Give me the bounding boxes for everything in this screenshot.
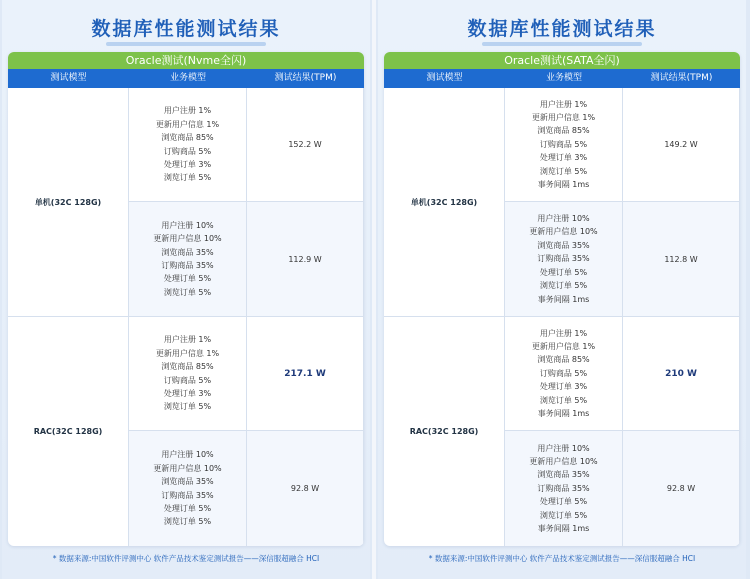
- business-cell: [129, 317, 247, 431]
- header-test-model: 测试模型: [8, 69, 129, 88]
- business-line: 用户注册 10%: [537, 214, 590, 224]
- panel-divider: [372, 0, 376, 579]
- business-line: 处理订单 3%: [163, 388, 212, 398]
- result-cell: 112.8 W: [623, 202, 740, 317]
- header-business-model: 业务模型: [505, 69, 623, 88]
- business-line: 处理订单 5%: [539, 497, 588, 507]
- business-line: 事务间隔 1ms: [537, 524, 590, 534]
- business-line: 处理订单 3%: [539, 153, 588, 163]
- business-line: 更新用户信息 10%: [153, 463, 222, 473]
- business-line: 订购商品 5%: [163, 375, 212, 385]
- business-line: 订购商品 5%: [163, 146, 212, 156]
- result-cell: 112.9 W: [247, 202, 364, 317]
- business-line: 浏览商品 85%: [537, 355, 590, 365]
- business-line: 事务间隔 1ms: [537, 180, 590, 190]
- model-cell: RAC(32C 128G): [8, 317, 129, 546]
- page-title: 数据库性能测试结果: [91, 18, 281, 40]
- result-cell: 92.8 W: [623, 431, 740, 546]
- header-test-model: 测试模型: [384, 69, 505, 88]
- result-cell-highlight: 210 W: [623, 317, 740, 431]
- business-line: 浏览商品 85%: [161, 362, 214, 372]
- business-line: 用户注册 1%: [163, 335, 212, 345]
- business-line: 更新用户信息 10%: [529, 227, 598, 237]
- business-line: 浏览订单 5%: [539, 281, 588, 291]
- business-line: 浏览商品 35%: [161, 247, 214, 257]
- business-line: 用户注册 10%: [161, 450, 214, 460]
- business-line: 订购商品 35%: [161, 490, 214, 500]
- business-line: 浏览商品 85%: [161, 133, 214, 143]
- result-cell: 152.2 W: [247, 88, 364, 202]
- business-cell: [129, 431, 247, 546]
- business-line: 处理订单 5%: [539, 267, 588, 277]
- model-cell: 单机(32C 128G): [8, 88, 129, 317]
- footer-source: * 数据来源:中国软件评测中心 软件产品技术鉴定测试报告——深信服超融合 HCI: [52, 554, 320, 563]
- business-line: 用户注册 10%: [161, 220, 214, 230]
- business-line: 浏览订单 5%: [539, 510, 588, 520]
- business-cell: [505, 317, 623, 431]
- results-table: [384, 52, 740, 546]
- business-cell: [129, 202, 247, 317]
- business-line: 浏览订单 5%: [539, 166, 588, 176]
- business-cell: [505, 431, 623, 546]
- result-cell: 149.2 W: [623, 88, 740, 202]
- business-line: 处理订单 3%: [163, 159, 212, 169]
- model-cell: RAC(32C 128G): [384, 317, 505, 546]
- business-line: 更新用户信息 1%: [155, 119, 220, 129]
- business-line: 更新用户信息 10%: [153, 234, 222, 244]
- left-panel: [2, 0, 370, 579]
- business-line: 订购商品 5%: [539, 368, 588, 378]
- business-line: 事务间隔 1ms: [537, 294, 590, 304]
- model-cell: 单机(32C 128G): [384, 88, 505, 317]
- business-line: 订购商品 35%: [537, 483, 590, 493]
- business-line: 浏览订单 5%: [163, 402, 212, 412]
- table-banner: Oracle测试(SATA全闪): [384, 52, 740, 69]
- business-line: 更新用户信息 1%: [155, 348, 220, 358]
- business-line: 订购商品 35%: [537, 254, 590, 264]
- header-result: 测试结果(TPM): [623, 69, 740, 88]
- business-line: 订购商品 35%: [161, 261, 214, 270]
- business-cell: [505, 202, 623, 317]
- business-line: 浏览商品 35%: [537, 240, 590, 250]
- result-cell-highlight: 217.1 W: [247, 317, 364, 431]
- business-cell: [505, 88, 623, 202]
- right-panel: [378, 0, 746, 579]
- business-line: 更新用户信息 1%: [531, 112, 596, 122]
- business-line: 更新用户信息 1%: [531, 341, 596, 351]
- business-line: 事务间隔 1ms: [537, 409, 590, 419]
- business-line: 浏览订单 5%: [163, 287, 212, 297]
- business-line: 处理订单 5%: [163, 503, 212, 513]
- business-line: 浏览订单 5%: [163, 517, 212, 527]
- business-line: 浏览商品 35%: [161, 477, 214, 487]
- result-cell: 92.8 W: [247, 431, 364, 546]
- business-line: 用户注册 1%: [163, 106, 212, 116]
- title-decoration: [106, 42, 266, 46]
- business-line: 浏览订单 5%: [163, 173, 212, 183]
- business-line: 订购商品 5%: [539, 139, 588, 149]
- business-line: 浏览商品 35%: [537, 470, 590, 480]
- business-cell: [129, 88, 247, 202]
- business-line: 处理订单 3%: [539, 382, 588, 392]
- business-line: 用户注册 10%: [537, 443, 590, 453]
- business-line: 用户注册 1%: [539, 99, 588, 109]
- business-line: 更新用户信息 10%: [529, 456, 598, 466]
- business-line: 浏览订单 5%: [539, 395, 588, 405]
- header-business-model: 业务模型: [129, 69, 247, 88]
- title-decoration: [482, 42, 642, 46]
- results-table: [8, 52, 364, 546]
- page-title: 数据库性能测试结果: [467, 18, 657, 40]
- header-result: 测试结果(TPM): [247, 69, 364, 88]
- footer-source: * 数据来源:中国软件评测中心 软件产品技术鉴定测试报告——深信服超融合 HCI: [428, 554, 696, 563]
- business-line: 浏览商品 85%: [537, 126, 590, 136]
- table-banner: Oracle测试(Nvme全闪): [8, 52, 364, 69]
- business-line: 处理订单 5%: [163, 274, 212, 284]
- business-line: 用户注册 1%: [539, 328, 588, 338]
